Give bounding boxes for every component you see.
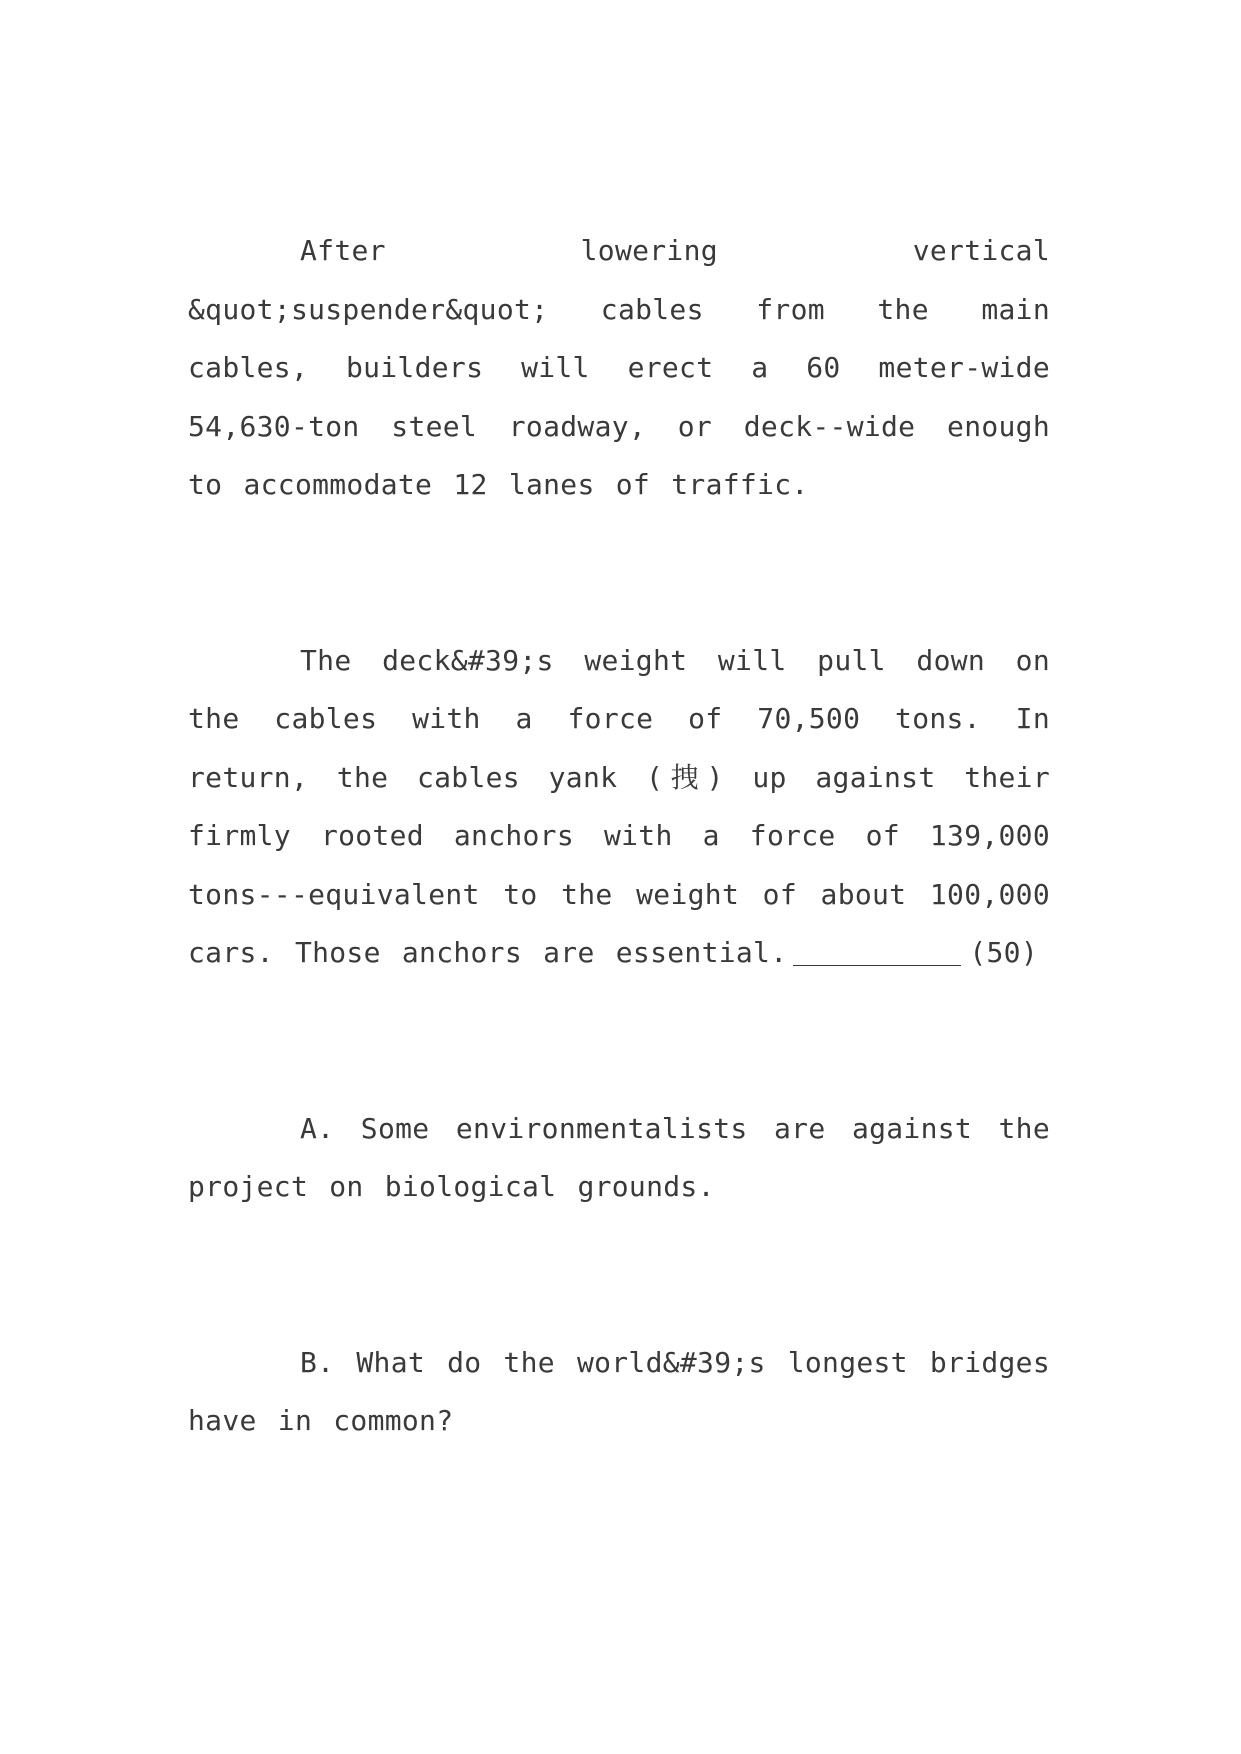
option-label: A. [300, 1111, 335, 1145]
option-label: B. [300, 1345, 335, 1379]
option-b [188, 1334, 1050, 1451]
option-a [188, 1100, 1050, 1217]
question-number: (50) [969, 936, 1038, 969]
option-text: What do the world&#39;s longest bridges have in common? [188, 1345, 1050, 1437]
paragraph-suspender-cables [188, 222, 1050, 515]
document-page [188, 222, 1050, 1451]
answer-blank[interactable] [793, 935, 961, 966]
paragraph-text: The deck&#39;s weight will pull down on the cables with a force of 70,500 tons. In return, the cables yank (拽) up against their firmly rooted anchors with a force of 139,000 tons---equivalent to the weight of about 100,000 cars. Those anchors are essential. [188, 643, 1050, 969]
option-text: Some environmentalists are against the project on biological grounds. [188, 1111, 1050, 1203]
paragraph-deck-weight [188, 632, 1050, 983]
paragraph-text: After lowering vertical &quot;suspender&quot; cables from the main cables, builders will erect a 60 meter-wide 54,630-ton steel roadway, or deck--wide enough to accommodate 12 lanes of traffic. [188, 234, 1050, 501]
